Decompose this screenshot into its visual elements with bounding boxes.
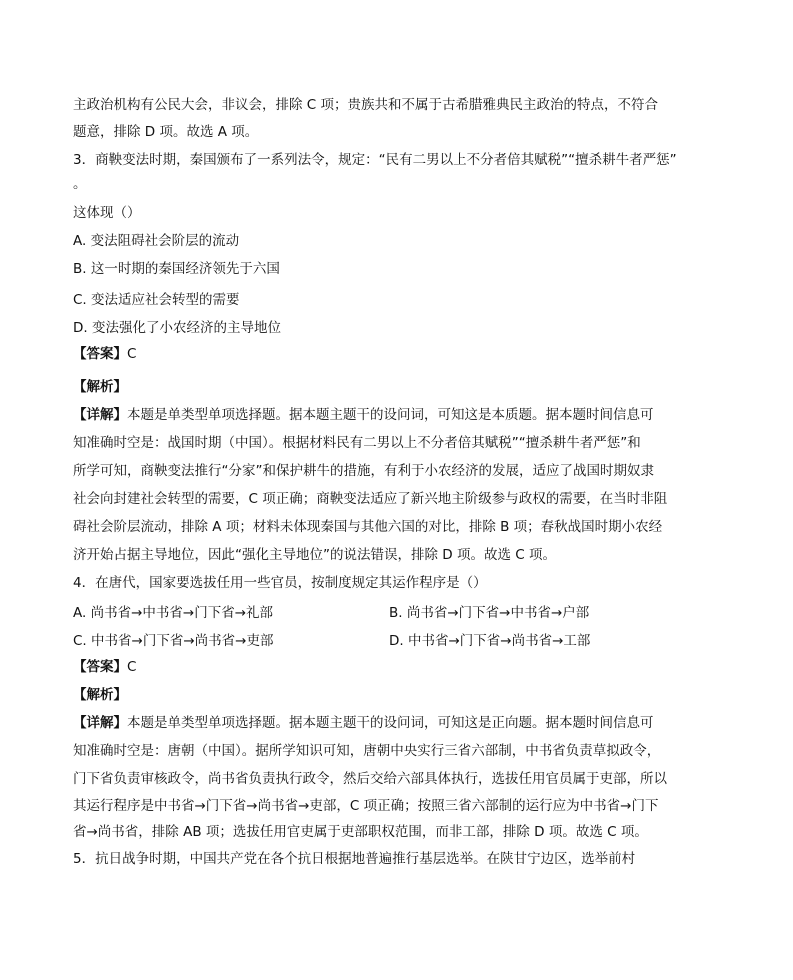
question-4-detail-line-2: 知准确时空是：唐朝（中国）。据所学知识可知，唐朝中央实行三省六部制，中书省负责草拟政令， [73, 743, 661, 759]
question-3-option-c: C. 变法适应社会转型的需要 [73, 292, 240, 308]
answer-label: 【答案】 [73, 346, 127, 362]
question-4-option-d: D. 中书省→门下省→尚书省→工部 [389, 633, 591, 649]
question-3-analysis-label: 【解析】 [73, 379, 127, 395]
question-4-option-a: A. 尚书省→中书省→门下省→礼部 [73, 605, 274, 621]
question-3-option-b: B. 这一时期的秦国经济领先于六国 [73, 261, 280, 277]
question-3-answer [73, 345, 136, 364]
question-4-option-b: B. 尚书省→门下省→中书省→户部 [389, 605, 590, 621]
detail-text: 本题是单类型单项选择题。据本题主题干的设问词，可知这是正向题。据本题时间信息可 [127, 715, 654, 731]
answer-label: 【答案】 [73, 659, 127, 675]
question-4-detail-line-5: 省→尚书省，排除 AB 项；选拔任用官吏属于吏部职权范围，而非工部，排除 D 项。故选 C 项。 [73, 824, 648, 840]
question-4-option-c: C. 中书省→门下省→尚书省→吏部 [73, 633, 274, 649]
question-3-detail-line-2: 知准确时空是：战国时期（中国）。根据材料民有二男以上不分者倍其赋税”“擅杀耕牛者严惩”和 [73, 435, 641, 451]
answer-value: C [127, 346, 137, 362]
question-3-detail-line-1 [73, 406, 654, 425]
question-4-stem: 4．在唐代，国家要选拔任用一些官员，按制度规定其运作程序是（） [73, 575, 487, 591]
detail-label: 【详解】 [73, 407, 127, 423]
question-3-detail-line-4: 社会向封建社会转型的需要，C 项正确；商鞅变法适应了新兴地主阶级参与政权的需要，在当时非阻 [73, 491, 668, 507]
question-3-option-d: D. 变法强化了小农经济的主导地位 [73, 320, 281, 336]
detail-label: 【详解】 [73, 715, 127, 731]
question-4-detail-line-1 [73, 714, 654, 733]
continuation-line-1: 主政治机构有公民大会，非议会，排除 C 项；贵族共和不属于古希腊雅典民主政治的特点，不符合 [73, 97, 659, 113]
question-3-detail-line-6: 济开始占据主导地位，因此“强化主导地位”的说法错误，排除 D 项。故选 C 项。 [73, 547, 556, 563]
question-3-prompt: 这体现（） [73, 205, 141, 221]
question-4-detail-line-3: 门下省负责审核政令，尚书省负责执行政令，然后交给六部具体执行，选拔任用官员属于吏部，所以 [73, 771, 667, 787]
question-5-stem: 5．抗日战争时期，中国共产党在各个抗日根据地普遍推行基层选举。在陕甘宁边区，选举前村 [73, 851, 636, 867]
detail-text: 本题是单类型单项选择题。据本题主题干的设问词，可知这是本质题。据本题时间信息可 [127, 407, 654, 423]
question-3-stem: 3．商鞅变法时期，秦国颁布了一系列法令，规定：“民有二男以上不分者倍其赋税”“擅杀耕牛者严惩” [73, 152, 677, 168]
continuation-line-2: 题意，排除 D 项。故选 A 项。 [73, 124, 259, 140]
answer-value: C [127, 659, 137, 675]
question-3-option-a: A. 变法阻碍社会阶层的流动 [73, 233, 240, 249]
question-3-detail-line-5: 碍社会阶层流动，排除 A 项；材料未体现秦国与其他六国的对比，排除 B 项；春秋战国时期小农经 [73, 519, 663, 535]
question-4-detail-line-4: 其运行程序是中书省→门下省→尚书省→吏部，C 项正确；按照三省六部制的运行应为中书省→门下 [73, 798, 659, 814]
question-4-answer [73, 658, 136, 677]
question-4-analysis-label: 【解析】 [73, 687, 127, 703]
question-3-detail-line-3: 所学可知，商鞅变法推行“分家”和保护耕牛的措施，有利于小农经济的发展，适应了战国时期奴隶 [73, 463, 654, 479]
question-3-stem-period: 。 [73, 176, 87, 192]
